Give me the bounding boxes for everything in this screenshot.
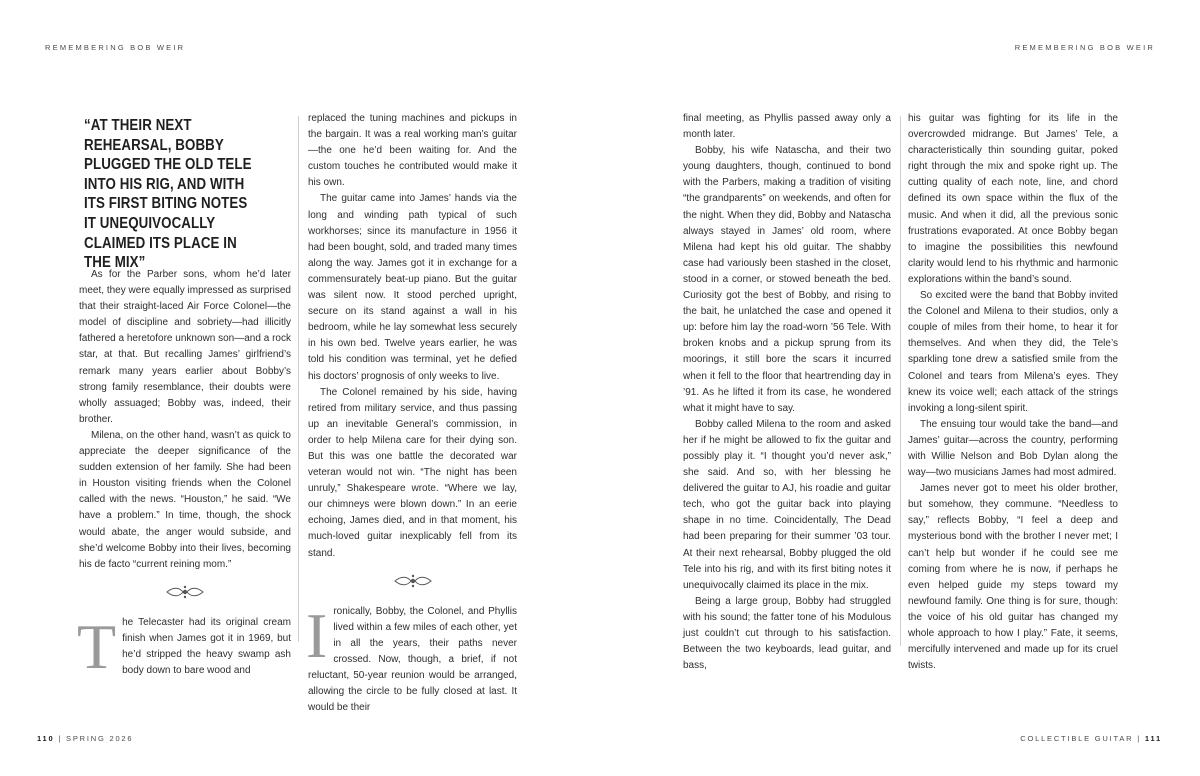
- page-number-left: 110: [37, 734, 55, 743]
- paragraph: final meeting, as Phyllis passed away only a month later.: [683, 113, 891, 141]
- column-rule-left: [298, 116, 299, 642]
- folio-left: [37, 734, 133, 743]
- issue-label: SPRING 2026: [66, 734, 134, 743]
- page-number-right: 111: [1144, 734, 1162, 743]
- running-head-right: REMEMBERING BOB WEIR: [1014, 43, 1155, 52]
- paragraph-text: he Telecaster had its original cream finish when James got it in 1969, but he’d stripped the heavy swamp ash body down to bare wood and: [122, 616, 291, 677]
- paragraph: Milena, on the other hand, wasn’t as quick to appreciate the deeper significance of the sudden extension of her family. She had been in Houston visiting friends when the Colonel called with the news. “Houston,” he said. “We have a problem.” In time, though, the shock would abate, the anger would subside, and she’d welcome Bobby into their lives, becoming his de facto “current reining mom.”: [79, 429, 291, 570]
- paragraph: Bobby called Milena to the room and asked her if he might be allowed to fix the guitar and possibly play it. “I thought you’d never ask,” she said. And so, with her blessing he delivered the guitar to AJ, his roadie and guitar tech, who got the guitar back into playing shape in no time. Coincidentally, The Dead had been preparing for their summer ’03 tour. At their next rehearsal, Bobby plugged the old Tele into his rig, and with its first biting notes it unequivocally claimed its place in the mix.: [683, 418, 891, 591]
- paragraph: James never got to meet his older brother, but somehow, they commune. “Needless to say,” reflects Bobby, “I feel a deep and mysterious bond with the brother I never met; I can’t help but wonder if he could see me coming from where he is now, if perhaps he even helped guide my steps toward my newfound family. One thing is for sure, though: the voice of his old guitar has changed my whole approach to how I play.” Fate, it seems, mercifully intervened and made up for its cruel twists.: [908, 483, 1118, 672]
- running-head-left: REMEMBERING BOB WEIR: [45, 43, 186, 52]
- paragraph: As for the Parber sons, whom he’d later meet, they were equally impressed as surprised that their straight-laced Air Force Colonel—the model of discipline and sobriety—had illicitly fathered a heretofore unknown son—and a rock star, at that. But recalling James’ girlfriend’s remark many years earlier about Bobby’s strong family resemblance, their doubts were wholly assuaged; Bobby was, indeed, their brother.: [79, 269, 291, 425]
- body-column-1: [77, 267, 291, 682]
- paragraph: Bobby, his wife Natascha, and their two young daughters, though, continued to bond with the Parbers, making a tradition of visiting “the grandparents” on weekends, and often for the night. When they did, Bobby and Natascha always stayed in James’ old room, where Milena had kept his old guitar. The shabby case had variously been stashed in the closet, stood in a corner, or stowed beneath the bed. Curiosity got the best of Bobby, and rising to the bait, he unlatched the case and opened it up: before him lay the road-worn ’56 Tele. With broken knobs and a pickup sprung from its moorings, it still bore the scars it incurred when it fell to the floor that heartrending day in ’91. As he lifted it from its case, he wondered what it might have to say.: [683, 145, 891, 414]
- body-column-2: [308, 111, 517, 716]
- paragraph: replaced the tuning machines and pickups in the bargain. It was a real working man’s guitar—the one he’d been waiting for. And the custom touches he contributed would make it his own.: [308, 113, 517, 189]
- folio-separator: |: [54, 734, 67, 743]
- column-rule-right: [900, 116, 901, 646]
- drop-cap: T: [77, 610, 117, 682]
- folio-right: [1020, 734, 1162, 743]
- paragraph: The ensuing tour would take the band—and James’ guitar—across the country, performing with Willie Nelson and Bob Dylan along the way—two musicians James had most admired.: [908, 418, 1118, 479]
- paragraph: So excited were the band that Bobby invited the Colonel and Milena to their studios, only a couple of miles from their home, to hear it for themselves. And when they did, the Tele’s sparkling tone drew a satisfied smile from the Colonel and tears from Milena’s eyes. They knew its voice well; each attack of the strings invoking a long-silent spirit.: [908, 290, 1118, 414]
- magazine-title: COLLECTIBLE GUITAR: [1020, 734, 1134, 743]
- pull-quote: “AT THEIR NEXT REHEARSAL, BOBBY PLUGGED THE OLD TELE INTO HIS RIG, AND WITH ITS FIRST BITING NOTES IT UNEQUIVOCALLY CLAIMED ITS PLACE IN THE MIX”: [84, 117, 252, 272]
- drop-cap-paragraph: [306, 599, 517, 717]
- body-column-4: [908, 111, 1118, 674]
- paragraph: The Colonel remained by his side, having retired from military service, and thus passing up an inevitable General’s commission, in order to help Milena care for their dying son. But this was one battle the decorated war veteran would not win. “The night has been unruly,” Shakespeare wrote. “Where we lay, our chimneys were blown down.” In an eerie echoing, James died, and in that moment, his much-loved guitar inexplicably fell from its stand.: [308, 386, 517, 559]
- drop-cap-paragraph: [77, 610, 291, 682]
- paragraph: his guitar was fighting for its life in the overcrowded midrange. But James’ Tele, a characteristically thin sounding guitar, poked right through the mix and spoke right up. The cutting quality of each note, line, and chord defined its own space within the flux of the music. And when it did, all the previous sonic frustrations evaporated. At once Bobby began to imagine the possibilities this newfound clarity would lend to his rhythmic and harmonic explorations within the band’s sound.: [908, 113, 1118, 285]
- folio-separator: |: [1133, 734, 1145, 743]
- fleuron-ornament-icon: [308, 574, 517, 590]
- drop-cap: I: [306, 599, 328, 671]
- paragraph-text: ronically, Bobby, the Colonel, and Phyllis lived within a few miles of each other, yet in all the years, their paths never crossed. Now, though, a brief, if not reluctant, 50-year reunion would be arranged, allowing the circle to be fully closed at last. It would be their: [308, 605, 517, 714]
- paragraph: The guitar came into James’ hands via the long and winding path typical of such workhorses; since its manufacture in 1956 it had been bought, sold, and traded many times along the way. James got it in exchange for a commensurately beat-up piano. But the guitar was silent now. It stood perched upright, secure on its stand against a wall in his bedroom, while he lay somewhat less securely in his own bed. Twelve years earlier, he was told his condition was terminal, yet he defied his doctors’ prognosis of only weeks to live.: [308, 193, 517, 382]
- fleuron-ornament-icon: [79, 585, 291, 601]
- body-column-3: [683, 111, 891, 674]
- paragraph: Being a large group, Bobby had struggled with his sound; the fatter tone of his Modulous just couldn’t cut through to his satisfaction. Between the two keyboards, lead guitar, and bass,: [683, 595, 891, 672]
